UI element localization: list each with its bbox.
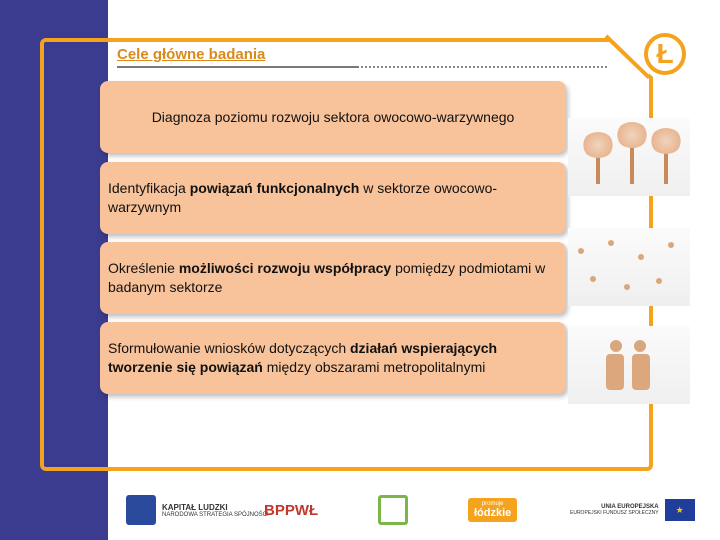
title-rule-solid: [117, 66, 359, 68]
trees-image: [568, 118, 690, 196]
green-logo: [378, 490, 414, 530]
kapital-ludzki-logo: KAPITAŁ LUDZKI NARODOWA STRATEGIA SPÓJNOŚCI: [126, 490, 269, 530]
goal-item-4-part-1: Sformułowanie wniosków dotyczących: [108, 340, 350, 356]
goal-item-2-part-1: Identyfikacja: [108, 180, 190, 196]
goal-item-2: [100, 162, 566, 234]
goal-item-text: [108, 179, 558, 217]
goal-item-3-part-1: Określenie: [108, 260, 179, 276]
goal-item-3-part-3: pomiędzy podmiotami w badanym sektorze: [108, 260, 546, 295]
slide-title: Cele główne badania: [117, 46, 266, 63]
goal-item-2-part-3: w sektorze owocowo-warzywnym: [108, 180, 498, 215]
eu-flag-icon: ★: [665, 499, 695, 521]
goal-item-3: [100, 242, 566, 314]
goal-item-4-part-3: między obszarami metropolitalnymi: [262, 359, 486, 375]
lodzkie-logo-icon: Ł: [644, 33, 686, 75]
goal-item-1-part-1: Diagnoza poziomu rozwoju sektora owocowo-warzywnego: [151, 108, 515, 125]
goal-item-4: [100, 322, 566, 394]
green-logo-icon: [378, 495, 408, 525]
kapital-ludzki-icon: [126, 495, 156, 525]
goal-item-text: [152, 108, 515, 127]
bppwl-logo: BPPWŁ: [264, 501, 319, 519]
promuje-lodzkie-logo: promuje łódzkie: [468, 490, 517, 530]
handshake-image: [568, 326, 690, 404]
goal-item-3-part-2: możliwości rozwoju współpracy: [178, 260, 392, 276]
goal-item-2-part-2: powiązań funkcjonalnych: [189, 180, 360, 196]
goal-item-4-part-2: działań wspierających tworzenie się powiązań: [108, 340, 498, 375]
network-image: [568, 228, 690, 306]
goal-item-1: [100, 81, 566, 153]
goal-item-text: [108, 259, 558, 297]
eu-logo: UNIA EUROPEJSKA EUROPEJSKI FUNDUSZ SPOŁECZNY ★: [570, 490, 695, 530]
goal-item-text: [108, 339, 558, 377]
footer-logos: [108, 484, 720, 540]
